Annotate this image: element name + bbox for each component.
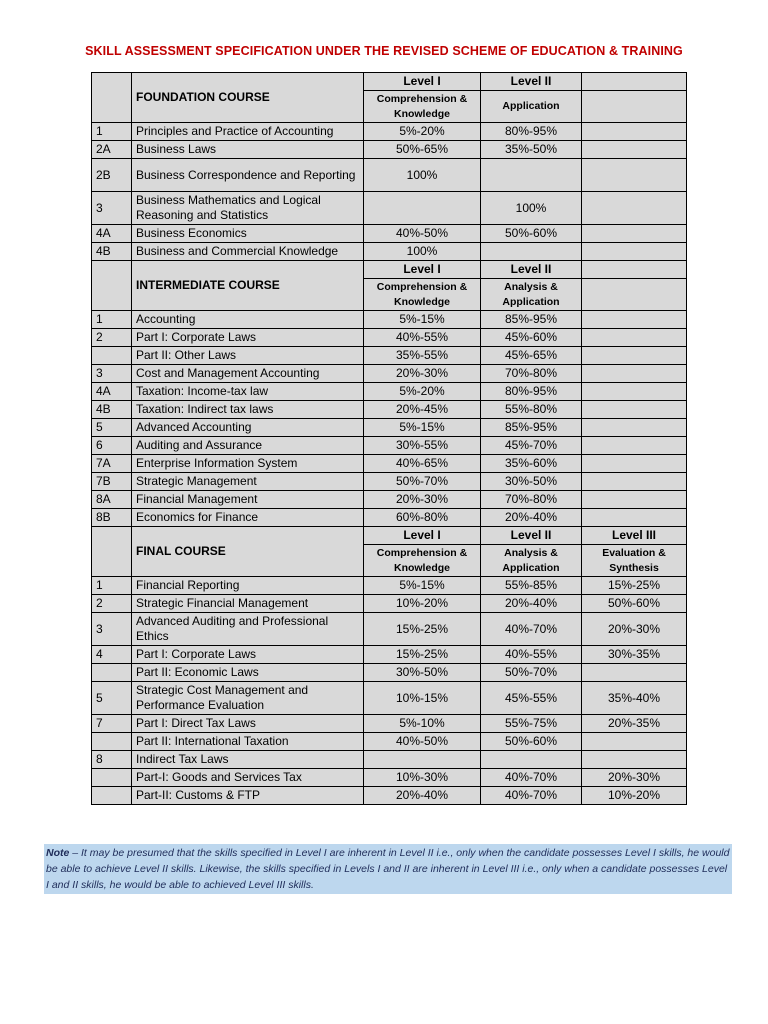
intermediate-header-number-cell [92,261,132,311]
level3-weight [582,243,687,261]
level1-weight: 15%-25% [364,646,481,664]
paper-subject: Financial Reporting [132,577,364,595]
foundation-level1-heading: Level I [364,73,481,91]
final-level2-heading: Level II [481,527,582,545]
paper-subject: Business Economics [132,225,364,243]
table-row [92,347,687,365]
level2-weight: 35%-60% [481,455,582,473]
level3-weight [582,141,687,159]
level2-weight: 40%-70% [481,613,582,646]
level1-weight: 40%-50% [364,733,481,751]
paper-number: 8 [92,751,132,769]
table-row [92,123,687,141]
intermediate-level2-subheading: Analysis & Application [481,279,582,311]
foundation-header-number-cell [92,73,132,123]
paper-number: 7A [92,455,132,473]
level2-weight: 40%-55% [481,646,582,664]
paper-subject: Indirect Tax Laws [132,751,364,769]
level1-weight: 50%-65% [364,141,481,159]
level1-weight: 20%-45% [364,401,481,419]
level3-weight [582,159,687,192]
paper-subject: Part II: International Taxation [132,733,364,751]
paper-subject: Enterprise Information System [132,455,364,473]
level3-weight: 50%-60% [582,595,687,613]
foundation-level3-subheading [582,91,687,123]
paper-subject: Business Laws [132,141,364,159]
paper-subject: Business Mathematics and Logical Reasoning and Statistics [132,192,364,225]
level3-weight [582,311,687,329]
level3-weight [582,733,687,751]
level2-weight: 45%-65% [481,347,582,365]
table-row [92,141,687,159]
level1-weight: 40%-50% [364,225,481,243]
foundation-level2-subheading: Application [481,91,582,123]
level3-weight: 20%-30% [582,769,687,787]
level1-weight: 5%-15% [364,577,481,595]
paper-subject: Part II: Economic Laws [132,664,364,682]
note-box [44,844,732,894]
level1-weight: 20%-30% [364,491,481,509]
level3-weight [582,401,687,419]
level1-weight: 100% [364,243,481,261]
table-row [92,383,687,401]
level2-weight: 30%-50% [481,473,582,491]
level2-weight: 35%-50% [481,141,582,159]
level3-weight [582,123,687,141]
level3-weight [582,383,687,401]
paper-number: 1 [92,577,132,595]
level2-weight: 50%-70% [481,664,582,682]
level3-weight [582,751,687,769]
final-level1-heading: Level I [364,527,481,545]
table-row [92,455,687,473]
final-header-number-cell [92,527,132,577]
paper-subject: Business and Commercial Knowledge [132,243,364,261]
level3-weight [582,365,687,383]
paper-number: 1 [92,123,132,141]
note-label: Note [46,847,70,859]
paper-number: 3 [92,365,132,383]
paper-number: 4B [92,243,132,261]
table-row [92,787,687,805]
paper-subject: Principles and Practice of Accounting [132,123,364,141]
table-row [92,682,687,715]
level3-weight [582,419,687,437]
level3-weight: 20%-35% [582,715,687,733]
level1-weight: 15%-25% [364,613,481,646]
level1-weight: 10%-15% [364,682,481,715]
paper-number [92,347,132,365]
skill-assessment-table [91,72,687,805]
table-row [92,192,687,225]
paper-subject: Part I: Corporate Laws [132,329,364,347]
paper-number: 2 [92,595,132,613]
level2-weight: 100% [481,192,582,225]
paper-number: 1 [92,311,132,329]
level2-weight: 45%-55% [481,682,582,715]
level2-weight: 55%-80% [481,401,582,419]
level2-weight: 50%-60% [481,733,582,751]
paper-subject: Strategic Management [132,473,364,491]
paper-number: 2 [92,329,132,347]
paper-subject: Accounting [132,311,364,329]
level1-weight: 35%-55% [364,347,481,365]
table-row [92,613,687,646]
paper-subject: Part-I: Goods and Services Tax [132,769,364,787]
table-row [92,646,687,664]
level1-weight: 30%-55% [364,437,481,455]
intermediate-level1-heading: Level I [364,261,481,279]
paper-subject: Part II: Other Laws [132,347,364,365]
paper-number: 7B [92,473,132,491]
final-level2-subheading: Analysis & Application [481,545,582,577]
level3-weight [582,664,687,682]
level1-weight: 20%-30% [364,365,481,383]
paper-number: 2A [92,141,132,159]
table-row [92,365,687,383]
paper-number: 7 [92,715,132,733]
level2-weight: 80%-95% [481,383,582,401]
paper-subject: Taxation: Indirect tax laws [132,401,364,419]
level1-weight: 60%-80% [364,509,481,527]
level1-weight: 30%-50% [364,664,481,682]
level1-weight: 5%-15% [364,311,481,329]
level1-weight: 100% [364,159,481,192]
level3-weight [582,347,687,365]
final-level3-heading: Level III [582,527,687,545]
level2-weight: 70%-80% [481,365,582,383]
table-row [92,243,687,261]
paper-subject: Advanced Auditing and Professional Ethics [132,613,364,646]
level1-weight: 40%-55% [364,329,481,347]
table-row [92,595,687,613]
level2-weight: 85%-95% [481,419,582,437]
intermediate-level3-heading [582,261,687,279]
paper-number: 5 [92,419,132,437]
paper-number: 8A [92,491,132,509]
intermediate-level3-subheading [582,279,687,311]
level2-weight: 45%-60% [481,329,582,347]
level1-weight: 5%-20% [364,123,481,141]
paper-subject: Part I: Corporate Laws [132,646,364,664]
paper-number: 4 [92,646,132,664]
paper-number: 8B [92,509,132,527]
paper-number [92,769,132,787]
level3-weight [582,225,687,243]
table-row [92,733,687,751]
level2-weight: 40%-70% [481,787,582,805]
table-row [92,159,687,192]
table-row [92,401,687,419]
table-row [92,491,687,509]
level1-weight: 20%-40% [364,787,481,805]
table-row [92,751,687,769]
level3-weight: 20%-30% [582,613,687,646]
table-row [92,473,687,491]
level2-weight [481,751,582,769]
level1-weight [364,751,481,769]
paper-number [92,733,132,751]
foundation-level3-heading [582,73,687,91]
level3-weight [582,192,687,225]
note-text: – It may be presumed that the skills specified in Level I are inherent in Level II i.e., only when the candidate possesses Level I skills, he would be able to achieve Level II skills. Likewise, the skills specified in Levels I and II are inherent in Level III i.e., only when a candidate possesses Level I and II skills, he would be able to achieved Level III skills. [46,847,730,891]
level2-weight: 80%-95% [481,123,582,141]
paper-number: 4A [92,383,132,401]
paper-number: 2B [92,159,132,192]
level1-weight: 10%-20% [364,595,481,613]
level2-weight: 50%-60% [481,225,582,243]
level1-weight: 40%-65% [364,455,481,473]
paper-number [92,787,132,805]
paper-subject: Financial Management [132,491,364,509]
level2-weight [481,159,582,192]
level3-weight [582,329,687,347]
level3-weight: 30%-35% [582,646,687,664]
level1-weight: 50%-70% [364,473,481,491]
level2-weight [481,243,582,261]
paper-number: 3 [92,613,132,646]
paper-subject: Strategic Financial Management [132,595,364,613]
paper-subject: Cost and Management Accounting [132,365,364,383]
paper-number: 4B [92,401,132,419]
table-row [92,437,687,455]
final-course-title: FINAL COURSE [132,527,364,577]
final-level3-subheading: Evaluation & Synthesis [582,545,687,577]
table-row [92,329,687,347]
table-row [92,311,687,329]
foundation-course-title: FOUNDATION COURSE [132,73,364,123]
level2-weight: 55%-75% [481,715,582,733]
level2-weight: 85%-95% [481,311,582,329]
level2-weight: 20%-40% [481,595,582,613]
paper-subject: Economics for Finance [132,509,364,527]
paper-subject: Auditing and Assurance [132,437,364,455]
table-row [92,225,687,243]
paper-number: 4A [92,225,132,243]
level1-weight [364,192,481,225]
document-title: SKILL ASSESSMENT SPECIFICATION UNDER THE REVISED SCHEME OF EDUCATION & TRAINING [85,44,683,58]
level2-weight: 55%-85% [481,577,582,595]
level2-weight: 45%-70% [481,437,582,455]
level3-weight: 15%-25% [582,577,687,595]
table-row [92,509,687,527]
level3-weight [582,437,687,455]
level2-weight: 40%-70% [481,769,582,787]
foundation-level2-heading: Level II [481,73,582,91]
paper-subject: Strategic Cost Management and Performance Evaluation [132,682,364,715]
table-row [92,769,687,787]
paper-subject: Taxation: Income-tax law [132,383,364,401]
level1-weight: 10%-30% [364,769,481,787]
table-row [92,664,687,682]
intermediate-header-row [92,261,687,279]
intermediate-course-title: INTERMEDIATE COURSE [132,261,364,311]
intermediate-level2-heading: Level II [481,261,582,279]
level3-weight [582,473,687,491]
paper-subject: Part I: Direct Tax Laws [132,715,364,733]
intermediate-level1-subheading: Comprehension & Knowledge [364,279,481,311]
final-header-row [92,527,687,545]
paper-number: 3 [92,192,132,225]
level2-weight: 20%-40% [481,509,582,527]
level3-weight: 35%-40% [582,682,687,715]
paper-number: 5 [92,682,132,715]
foundation-header-row [92,73,687,91]
paper-subject: Business Correspondence and Reporting [132,159,364,192]
table-row [92,577,687,595]
level3-weight [582,455,687,473]
table-row [92,715,687,733]
paper-subject: Part-II: Customs & FTP [132,787,364,805]
foundation-level1-subheading: Comprehension & Knowledge [364,91,481,123]
level2-weight: 70%-80% [481,491,582,509]
level3-weight: 10%-20% [582,787,687,805]
level1-weight: 5%-10% [364,715,481,733]
paper-number [92,664,132,682]
level3-weight [582,509,687,527]
level3-weight [582,491,687,509]
level1-weight: 5%-15% [364,419,481,437]
paper-subject: Advanced Accounting [132,419,364,437]
level1-weight: 5%-20% [364,383,481,401]
table-row [92,419,687,437]
final-level1-subheading: Comprehension & Knowledge [364,545,481,577]
paper-number: 6 [92,437,132,455]
